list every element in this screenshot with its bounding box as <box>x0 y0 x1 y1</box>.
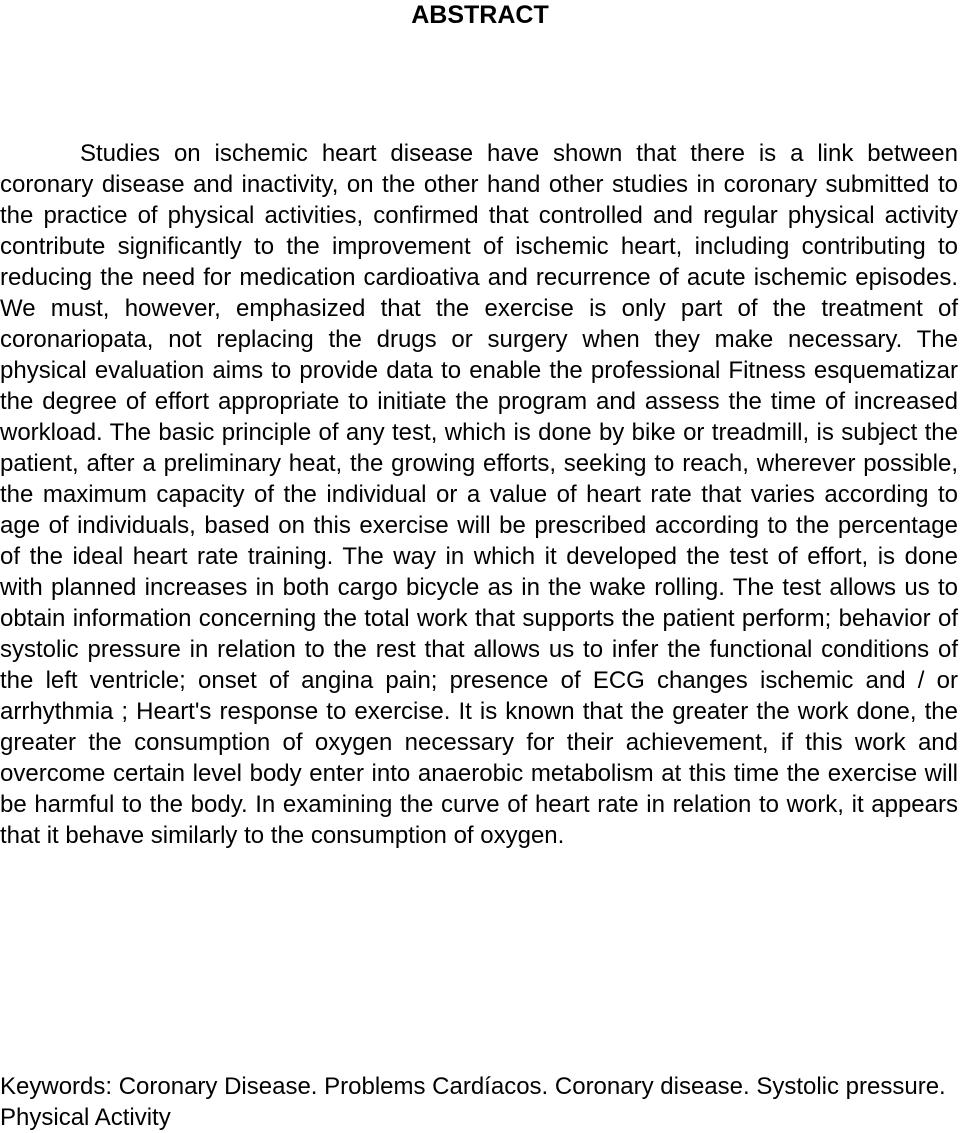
keywords-line: Keywords: Coronary Disease. Problems Cardíacos. Coronary disease. Systolic pressure. Physical Activity <box>0 1073 946 1131</box>
abstract-heading: ABSTRACT <box>411 1 549 29</box>
abstract-body: Studies on ischemic heart disease have shown that there is a link between coronary disease and inactivity, on the other hand other studies in coronary submitted to the practice of physical activities, confirmed that controlled and regular physical activity contribute significantly to the improvement of ischemic heart, including contributing to reducing the need for medication cardioativa and recurrence of acute ischemic episodes. We must, however, emphasized that the exercise is only part of the treatment of coronariopata, not replacing the drugs or surgery when they make necessary. The physical evaluation aims to provide data to enable the professional Fitness esquematizar the degree of effort appropriate to initiate the program and assess the time of increased workload. The basic principle of any test, which is done by bike or treadmill, is subject the patient, after a preliminary heat, the growing efforts, seeking to reach, wherever possible, the maximum capacity of the individual or a value of heart rate that varies according to age of individuals, based on this exercise will be prescribed according to the percentage of the ideal heart rate training. The way in which it developed the test of effort, is done with planned increases in both cargo bicycle as in the wake rolling. The test allows us to obtain information concerning the total work that supports the patient perform; behavior of systolic pressure in relation to the rest that allows us to infer the functional conditions of the left ventricle; onset of angina pain; presence of ECG changes ischemic and / or arrhythmia ; Heart's response to exercise. It is known that the greater the work done, the greater the consumption of oxygen necessary for their achievement, if this work and overcome certain level body enter into anaerobic metabolism at this time the exercise will be harmful to the body. In examining the curve of heart rate in relation to work, it appears that it behave similarly to the consumption of oxygen. <box>0 140 958 849</box>
